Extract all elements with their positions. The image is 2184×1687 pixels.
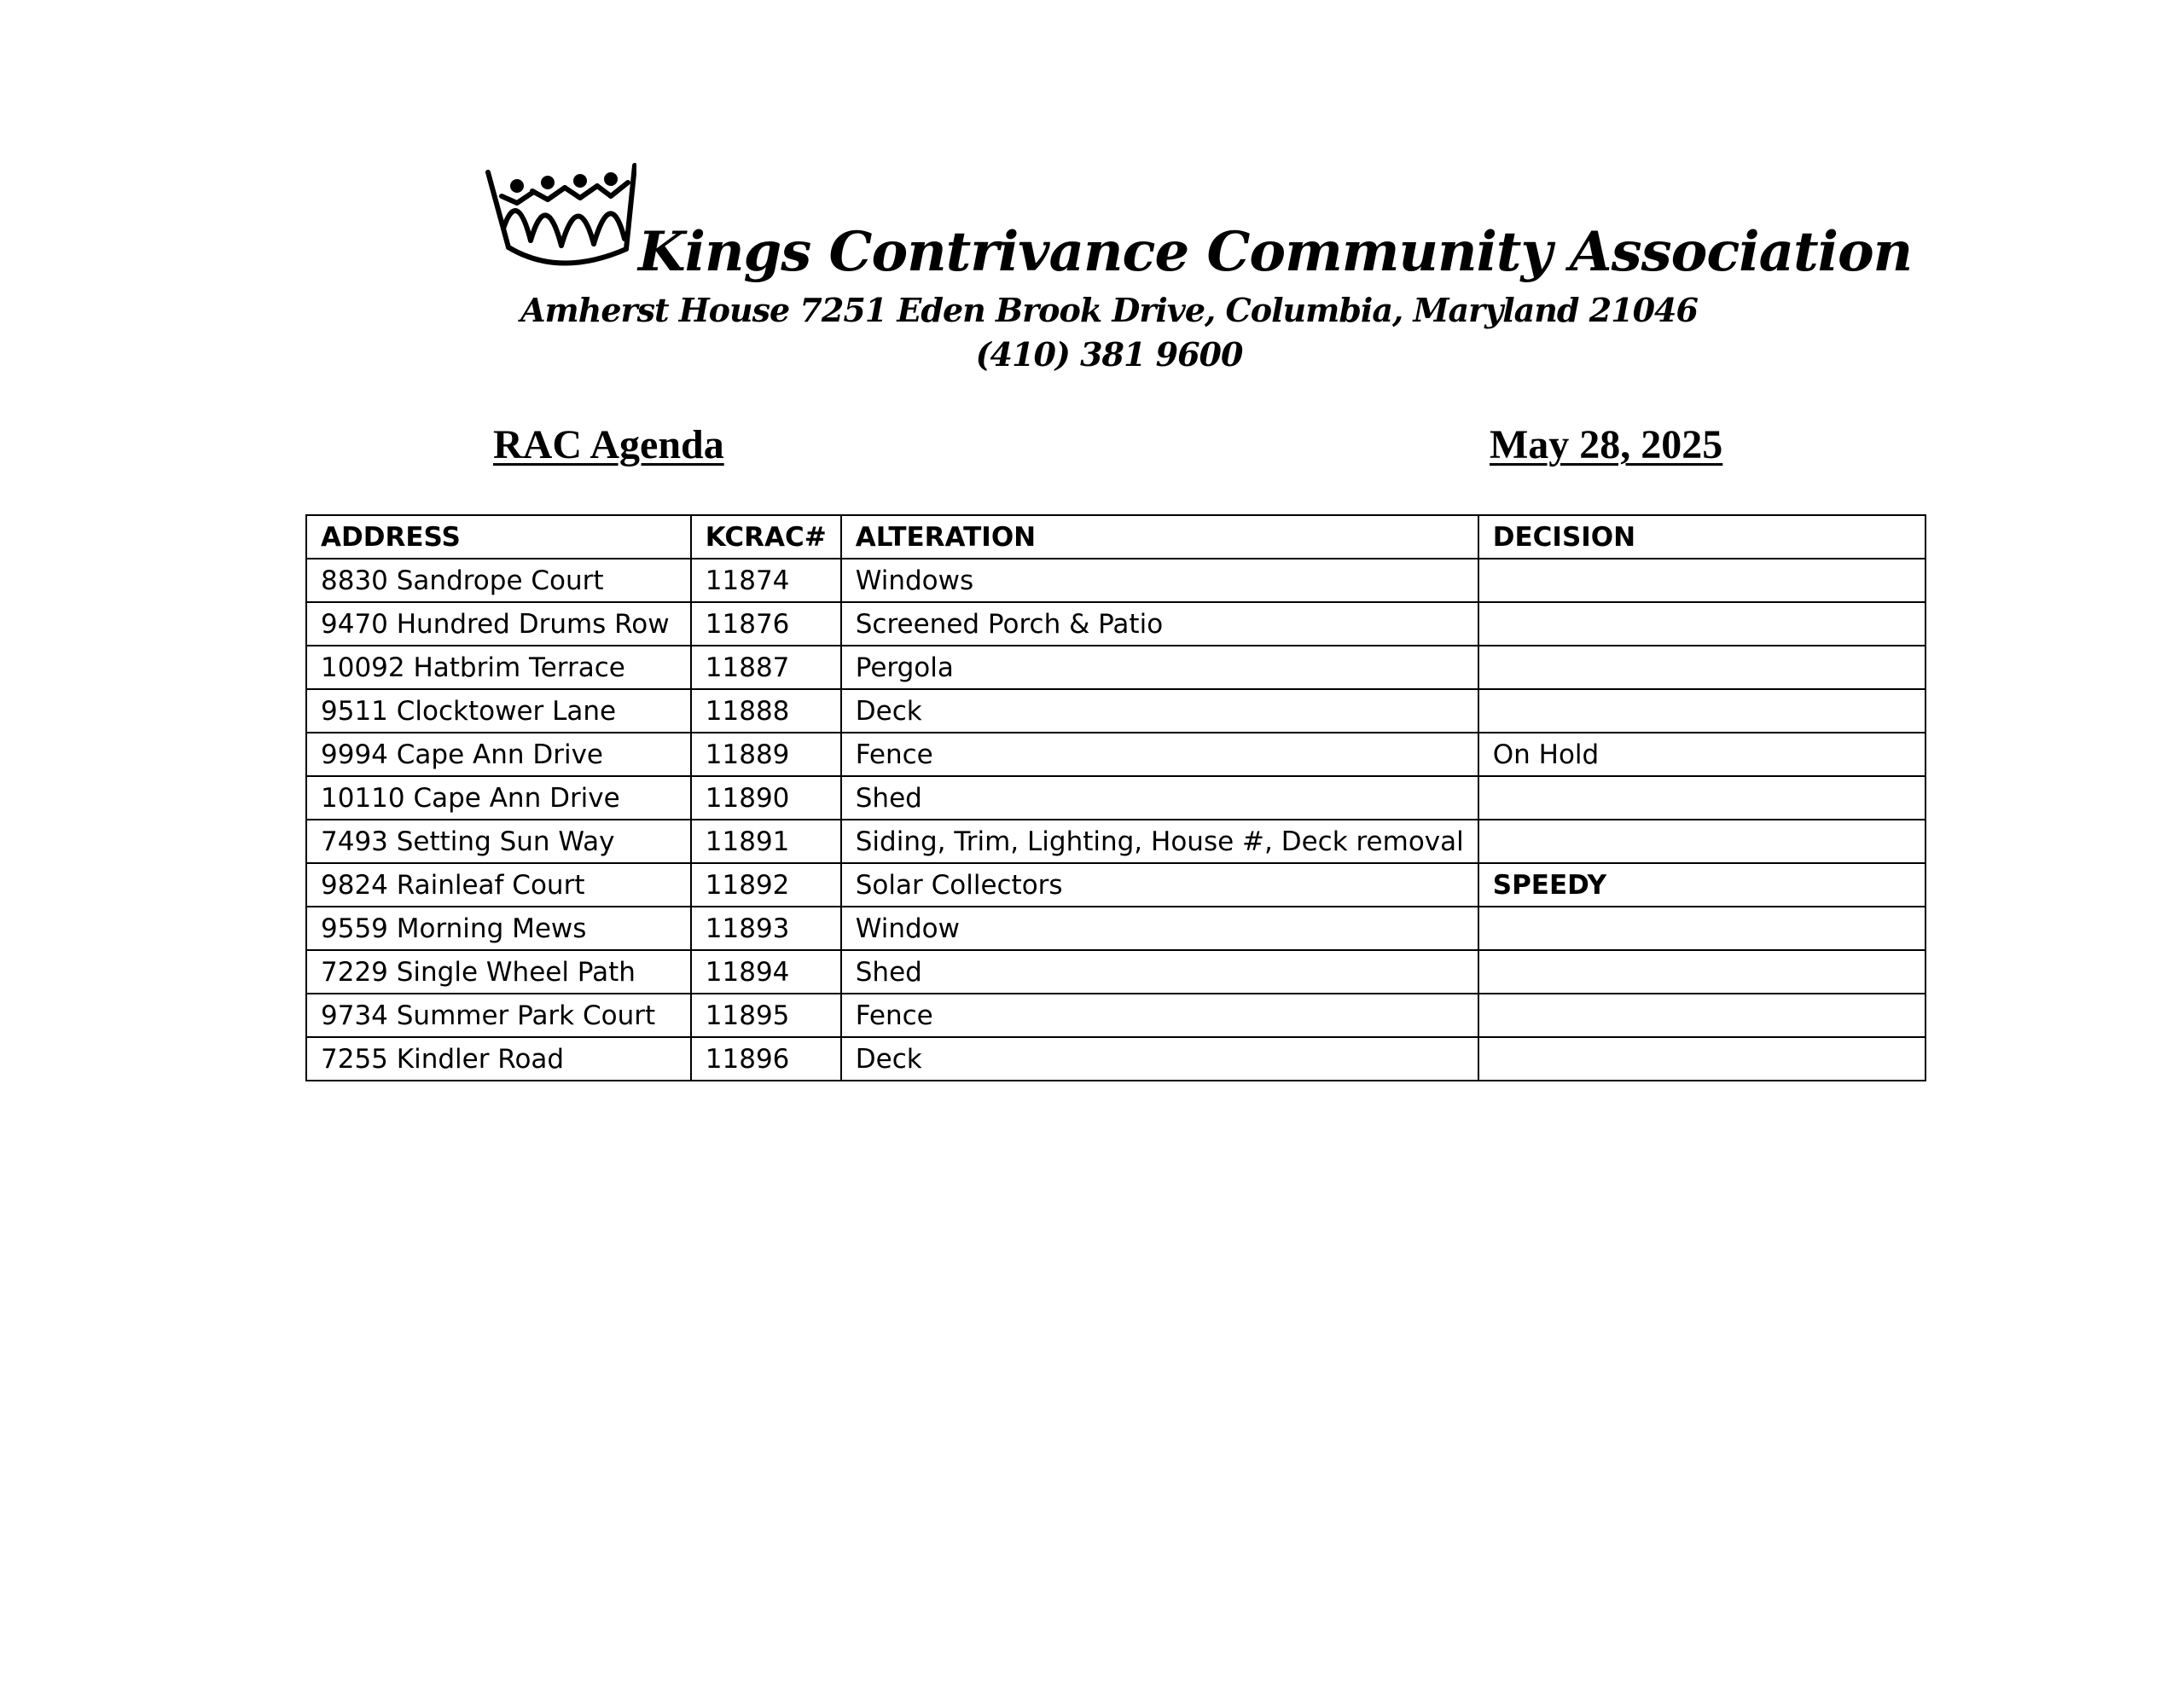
organization-phone: (410) 381 9600 — [975, 335, 1243, 374]
cell-alteration: Fence — [841, 994, 1478, 1037]
cell-alteration: Window — [841, 907, 1478, 950]
cell-decision: On Hold — [1478, 733, 1926, 776]
document-date: May 28, 2025 — [1490, 422, 1723, 467]
document-title: RAC Agenda — [493, 422, 724, 467]
cell-address: 7255 Kindler Road — [306, 1037, 691, 1081]
cell-alteration: Shed — [841, 950, 1478, 994]
cell-address: 9511 Clocktower Lane — [306, 689, 691, 733]
cell-kcrac: 11888 — [691, 689, 841, 733]
table-row — [306, 733, 1926, 776]
table-header-row — [306, 515, 1926, 559]
cell-kcrac: 11896 — [691, 1037, 841, 1081]
cell-alteration: Pergola — [841, 646, 1478, 689]
cell-alteration: Screened Porch & Patio — [841, 602, 1478, 646]
cell-alteration: Deck — [841, 1037, 1478, 1081]
cell-alteration: Fence — [841, 733, 1478, 776]
cell-address: 9559 Morning Mews — [306, 907, 691, 950]
table-row — [306, 689, 1926, 733]
cell-address: 9824 Rainleaf Court — [306, 863, 691, 907]
agenda-table — [305, 514, 1926, 1081]
table-row — [306, 602, 1926, 646]
table-row — [306, 907, 1926, 950]
cell-address: 10110 Cape Ann Drive — [306, 776, 691, 820]
crown-of-people-icon — [483, 162, 636, 275]
cell-address: 9470 Hundred Drums Row — [306, 602, 691, 646]
table-row — [306, 646, 1926, 689]
cell-decision — [1478, 907, 1926, 950]
cell-decision — [1478, 994, 1926, 1037]
column-header-address: ADDRESS — [306, 515, 691, 559]
cell-address: 7493 Setting Sun Way — [306, 820, 691, 863]
cell-kcrac: 11887 — [691, 646, 841, 689]
cell-decision — [1478, 559, 1926, 602]
cell-kcrac: 11890 — [691, 776, 841, 820]
cell-address: 9734 Summer Park Court — [306, 994, 691, 1037]
cell-kcrac: 11876 — [691, 602, 841, 646]
cell-decision — [1478, 1037, 1926, 1081]
table-row — [306, 776, 1926, 820]
cell-decision — [1478, 689, 1926, 733]
cell-decision — [1478, 776, 1926, 820]
table-row — [306, 820, 1926, 863]
cell-kcrac: 11891 — [691, 820, 841, 863]
cell-address: 10092 Hatbrim Terrace — [306, 646, 691, 689]
table-row — [306, 863, 1926, 907]
column-header-alteration: ALTERATION — [841, 515, 1478, 559]
cell-kcrac: 11874 — [691, 559, 841, 602]
cell-alteration: Solar Collectors — [841, 863, 1478, 907]
cell-kcrac: 11892 — [691, 863, 841, 907]
cell-decision — [1478, 820, 1926, 863]
cell-kcrac: 11893 — [691, 907, 841, 950]
cell-decision — [1478, 646, 1926, 689]
column-header-kcrac: KCRAC# — [691, 515, 841, 559]
cell-kcrac: 11889 — [691, 733, 841, 776]
cell-address: 9994 Cape Ann Drive — [306, 733, 691, 776]
cell-alteration: Deck — [841, 689, 1478, 733]
cell-alteration: Siding, Trim, Lighting, House #, Deck removal — [841, 820, 1478, 863]
cell-decision — [1478, 950, 1926, 994]
table-row — [306, 559, 1926, 602]
cell-address: 7229 Single Wheel Path — [306, 950, 691, 994]
table-row — [306, 950, 1926, 994]
cell-address: 8830 Sandrope Court — [306, 559, 691, 602]
cell-decision — [1478, 602, 1926, 646]
cell-decision: SPEEDY — [1478, 863, 1926, 907]
table-row — [306, 1037, 1926, 1081]
organization-name: Kings Contrivance Community Association — [638, 220, 1913, 284]
table-row — [306, 994, 1926, 1037]
cell-kcrac: 11895 — [691, 994, 841, 1037]
cell-alteration: Shed — [841, 776, 1478, 820]
cell-kcrac: 11894 — [691, 950, 841, 994]
cell-alteration: Windows — [841, 559, 1478, 602]
organization-address: Amherst House 7251 Eden Brook Drive, Columbia, Maryland 21046 — [520, 291, 1698, 329]
column-header-decision: DECISION — [1478, 515, 1926, 559]
